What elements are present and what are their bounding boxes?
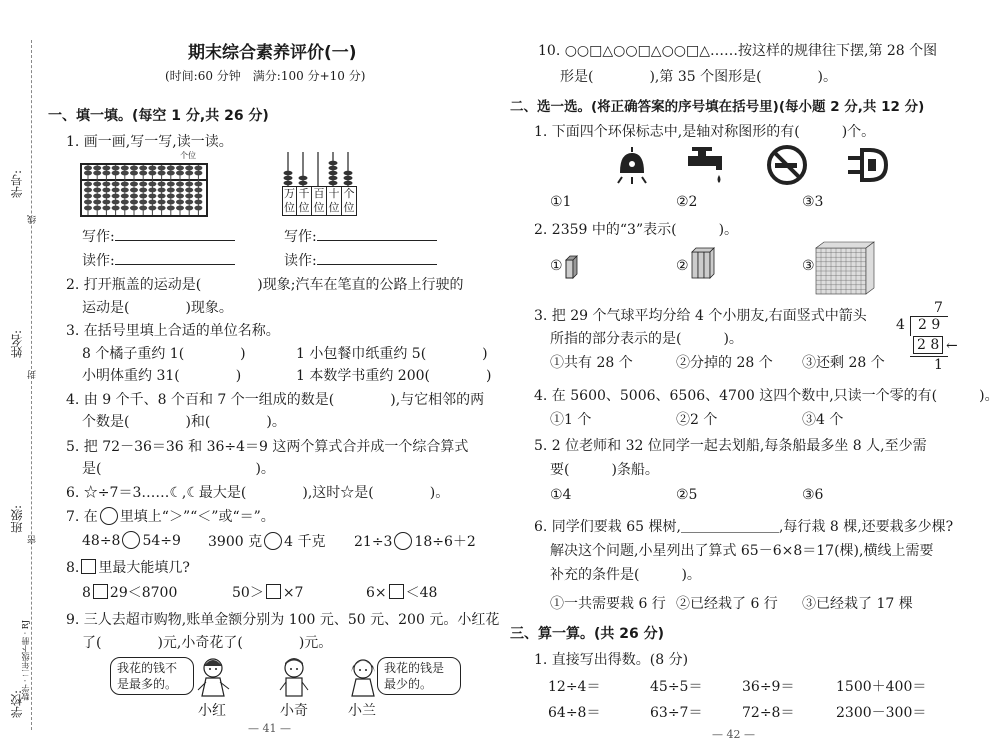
square-blank-icon [81,559,96,574]
question-9-line-1: 9. 三人去超市购物,账单金额分别为 100 元、50 元、200 元。小红花 [66,612,500,628]
page-number-right: — 42 — [712,728,755,741]
abacus-bead [158,206,166,211]
abacus-bead [167,171,175,176]
question-5-line-2: 是( )。 [82,461,275,477]
abacus-bead [194,182,202,187]
place-cell: 万位 [284,187,295,214]
choice-5-option-1[interactable]: ①4 [550,487,572,503]
abacus-bead [102,171,110,176]
place-cell: 个位 [342,186,357,216]
abacus-bead [121,188,129,193]
question-10-line-2: 形是( ),第 35 个图形是( )。 [560,69,838,85]
speech-bubble-xiaohong: 我花的钱不是最多的。 [110,657,194,695]
answer-line[interactable] [317,264,437,265]
choice-6-line-3: 补充的条件是( )。 [550,567,701,583]
abacus-bead [185,200,193,205]
section-2-heading: 二、选一选。(将正确答案的序号填在括号里)(每小题 2 分,共 12 分) [510,99,925,115]
compare-circle[interactable] [394,532,412,550]
abacus-bead [176,171,184,176]
abacus-bead [121,200,129,205]
section-1-heading: 一、填一填。(每空 1 分,共 26 分) [48,108,269,124]
abacus-bead [167,194,175,199]
place-cell: 千位 [297,186,312,216]
kid-name-xiaoqi: 小奇 [280,703,308,719]
choice-4-option-2[interactable]: ②2 个 [676,412,718,428]
abacus-bead [121,182,129,187]
choice-1: 1. 下面四个环保标志中,是轴对称图形的有( )个。 [534,124,876,140]
calc-item[interactable]: 45÷5＝ [650,679,703,695]
question-5-line-1: 5. 把 72－36＝36 和 36÷4＝9 这两个算式合并成一个综合算式 [66,439,469,455]
abacus-bead [112,200,120,205]
choice-4-option-3[interactable]: ③4 个 [802,412,844,428]
abacus-bead [148,182,156,187]
compare-circle[interactable] [122,531,140,549]
abacus-bead [130,200,138,205]
abacus-bead [148,188,156,193]
choice-4: 4. 在 5600、5006、6506、4700 这四个数中,只读一个零的有( )。 [534,388,999,404]
circle-blank-icon [100,507,118,525]
choice-6-option-3[interactable]: ③已经栽了 17 棵 [802,596,913,612]
speech-bubble-xiaolan: 我花的钱是最少的。 [377,657,461,695]
abacus-bead [130,171,138,176]
digit-box[interactable] [266,584,281,599]
compare-circle[interactable] [264,532,282,550]
question-6: 6. ☆÷7＝3……☾,☾最大是( ),这时☆是( )。 [66,485,450,501]
choice-5-option-3[interactable]: ③6 [802,487,824,503]
kid-name-xiaohong: 小红 [198,703,226,719]
abacus-bead [93,200,101,205]
choice-6-option-1[interactable]: ①一共需要栽 6 行 [550,596,666,612]
question-3-d: 1 本数学书重约 200( ) [296,368,492,384]
abacus-bead [185,182,193,187]
school-label: 学校: [10,690,24,719]
calc-question-1: 1. 直接写出得数。(8 分) [534,652,689,668]
digit-box[interactable] [93,584,108,599]
choice-2-option-2[interactable]: ② [676,258,689,274]
read-label: 读作: [82,250,235,270]
kid-name-xiaolan: 小兰 [348,703,376,719]
choice-3-option-2[interactable]: ②分掉的 28 个 [676,355,773,371]
calc-item[interactable]: 72÷8＝ [742,705,795,721]
page-number-left: — 41 — [248,722,291,735]
abacus-bead [167,206,175,211]
question-3-c: 小明体重约 31( ) [82,368,242,384]
page-subtitle: (时间:60 分钟 满分:100 分+10 分) [165,69,366,83]
place-cell: 十位 [327,186,342,216]
choice-5-option-2[interactable]: ②5 [676,487,698,503]
abacus-bead [148,206,156,211]
choice-3-option-3[interactable]: ③还剩 28 个 [802,355,885,371]
write-label: 写作: [82,226,235,246]
lamp-icon [612,144,652,186]
counter-bead [329,171,338,176]
question-7-a: 48÷8 54÷9 [82,533,181,549]
question-1: 1. 画一画,写一写,读一读。 [66,134,233,150]
division-product-box [913,336,943,354]
abacus-bead [194,194,202,199]
choice-4-option-1[interactable]: ①1 个 [550,412,592,428]
abacus-bead [158,200,166,205]
abacus-bead [139,182,147,187]
abacus-bead [112,188,120,193]
binding-line [31,40,32,730]
abacus-bead [176,206,184,211]
page-title: 期末综合素养评价(一) [188,43,357,63]
abacus-bead [139,194,147,199]
question-8: 8. 里最大能填几? [66,560,190,576]
answer-line[interactable] [317,240,437,241]
bind-mark: 密 [28,535,38,544]
abacus-bead [93,194,101,199]
abacus-bead [158,171,166,176]
place-cell: 百位 [312,186,327,216]
abacus-bead [121,166,129,171]
question-8-a: 8 29＜8700 [82,585,178,601]
counter-bead [344,176,353,181]
abacus-bead [176,188,184,193]
choice-6-line-2: 解决这个问题,小星列出了算式 65－6×8＝17(棵),横线上需要 [550,543,934,559]
choice-2-option-3[interactable]: ③ [802,258,815,274]
abacus-bead [84,182,92,187]
water-tap-icon [686,144,732,186]
answer-line[interactable] [115,264,235,265]
abacus-bead [93,206,101,211]
abacus-bead [176,194,184,199]
abacus-bead [84,188,92,193]
plug-icon [846,144,892,186]
division-product: 2 8 [917,337,940,353]
cube-one-row-icon [564,254,578,280]
question-3-b: 1 小包餐巾纸重约 5( ) [296,346,488,362]
counter-bead [329,181,338,186]
abacus-bead [148,171,156,176]
abacus-bead [102,188,110,193]
abacus-bead [139,200,147,205]
question-4-line-1: 4. 由 9 个千、8 个百和 7 个一组成的数是( ),与它相邻的两 [66,392,485,408]
abacus-bead [139,188,147,193]
question-3-a: 8 个橘子重约 1( ) [82,346,246,362]
abacus-bead [185,166,193,171]
abacus-bead [185,206,193,211]
abacus-bead [93,182,101,187]
question-7: 7. 在 里填上“＞”“＜”或“＝”。 [66,509,275,525]
question-7-b: 3900 克 4 千克 [208,534,326,550]
girl-xiaohong-icon [196,656,232,700]
abacus-bead [167,182,175,187]
abacus-bead [185,171,193,176]
abacus-bead [84,194,92,199]
abacus-bead [158,188,166,193]
student-no-label: 学号: [10,170,24,199]
arrow-left-icon: ← [946,338,958,354]
question-10-line-1: 10. ○○□△○○□△○○□△……按这样的规律往下摆,第 28 个图 [538,43,938,59]
abacus-bead [93,166,101,171]
abacus-bead [167,200,175,205]
choice-2-option-1[interactable]: ① [550,258,563,274]
name-label: 姓名: [10,330,24,359]
abacus-bead [130,188,138,193]
abacus-bead [112,166,120,171]
class-label: 班级: [10,505,24,534]
abacus-bead [84,166,92,171]
question-2-line-2: 运动是( )现象。 [82,300,233,316]
abacus-bead [84,171,92,176]
choice-1-option-3[interactable]: ③3 [802,194,824,210]
calc-item[interactable]: 2300－300＝ [836,705,927,721]
division-quotient: 7 [934,300,943,316]
choice-6-line-1: 6. 同学们要栽 65 棵树,＿＿＿＿＿＿＿,每行栽 8 棵,还要栽多少棵? [534,519,954,535]
question-4-line-2: 个数是( )和( )。 [82,414,286,430]
counter-bead [299,181,308,186]
choice-2: 2. 2359 中的“3”表示( )。 [534,222,739,238]
choice-5-line-2: 要( )条船。 [550,462,659,478]
cube-rods-icon [690,246,716,280]
question-8-b: 50＞ ×7 [232,585,304,601]
abacus-bead [139,206,147,211]
abacus-unit-label: 个位 [180,151,196,160]
abacus-bead [112,171,120,176]
choice-3-option-1[interactable]: ①共有 28 个 [550,355,633,371]
place-value-table [282,186,357,216]
abacus-bead [176,166,184,171]
abacus-bead [130,206,138,211]
write-label: 写作: [284,226,437,246]
question-7-c: 21÷3 18÷6＋2 [354,534,476,550]
calc-item[interactable]: 64÷8＝ [548,705,601,721]
abacus-bead [167,166,175,171]
counter-bead [284,181,293,186]
calc-item[interactable]: 1500＋400＝ [836,679,927,695]
counter-bead [329,161,338,166]
abacus-bead [102,182,110,187]
cube-blocks-icon [814,240,876,296]
abacus-bead [121,194,129,199]
abacus-bead [194,188,202,193]
abacus-bead [185,194,193,199]
abacus-bead [130,194,138,199]
division-divisor: 4 [896,317,905,333]
abacus-bead [148,200,156,205]
abacus-bead [121,206,129,211]
division-remainder: 1 [934,357,943,373]
calc-item[interactable]: 12÷4＝ [548,679,601,695]
abacus-bead [194,200,202,205]
counter-bead [344,171,353,176]
calc-item[interactable]: 36÷9＝ [742,679,795,695]
abacus-bead [167,188,175,193]
abacus-bead [112,206,120,211]
abacus-beads [84,165,202,215]
choice-3-line-1: 3. 把 29 个气球平均分给 4 个小朋友,右面竖式中箭头 [534,308,867,324]
abacus-bead [158,166,166,171]
abacus-bead [148,194,156,199]
counting-rods-figure [280,150,360,188]
section-3-heading: 三、算一算。(共 26 分) [510,626,665,642]
abacus-bead [112,194,120,199]
abacus-bead [158,182,166,187]
digit-box[interactable] [389,584,404,599]
abacus-bead [139,171,147,176]
abacus-bead [148,166,156,171]
choice-1-option-1[interactable]: ①1 [550,194,572,210]
division-dividend: 2 9 [918,317,941,333]
counter-bead [284,176,293,181]
abacus-bead [194,206,202,211]
abacus-bead [194,171,202,176]
choice-6-option-2[interactable]: ②已经栽了 6 行 [676,596,778,612]
abacus-bead [84,200,92,205]
question-9-line-2: 了( )元,小奇花了( )元。 [82,635,333,651]
calc-item[interactable]: 63÷7＝ [650,705,703,721]
counter-bead [344,181,353,186]
choice-5-line-1: 5. 2 位老师和 32 位同学一起去划船,每条船最多坐 8 人,至少需 [534,438,927,454]
choice-3-line-2: 所指的部分表示的是( )。 [550,331,743,347]
abacus-bead [102,194,110,199]
counter-bead [284,171,293,176]
question-2-line-1: 2. 打开瓶盖的运动是( )现象;汽车在笔直的公路上行驶的 [66,277,464,293]
read-label: 读作: [284,250,437,270]
counter-bead [299,176,308,181]
bind-mark: 线 [28,215,38,224]
abacus-bead [84,206,92,211]
no-smoking-icon [766,144,808,186]
long-division-figure [896,300,962,372]
abacus-bead [112,182,120,187]
question-8-c: 6× ＜48 [366,585,438,601]
abacus-bead [93,171,101,176]
question-3: 3. 在括号里填上合适的单位名称。 [66,323,280,339]
abacus-bead [185,188,193,193]
counter-bead [329,166,338,171]
girl-xiaolan-icon [345,656,381,700]
abacus-bead [176,200,184,205]
abacus-bead [102,166,110,171]
abacus-bead [121,171,129,176]
boy-xiaoqi-icon [276,656,312,700]
binding-sidebar [0,0,40,753]
abacus-bead [176,182,184,187]
counter-bead [329,176,338,181]
book-label: 数学 · 二年级下册 · RJ [21,620,30,701]
choice-1-option-2[interactable]: ②2 [676,194,698,210]
abacus-bead [93,188,101,193]
abacus-bead [139,166,147,171]
bind-mark: 封 [28,370,38,379]
abacus-bead [158,194,166,199]
abacus-bead [130,182,138,187]
abacus-bead [130,166,138,171]
abacus-bead [102,206,110,211]
abacus-bead [194,166,202,171]
abacus-bead [102,200,110,205]
answer-line[interactable] [115,240,235,241]
